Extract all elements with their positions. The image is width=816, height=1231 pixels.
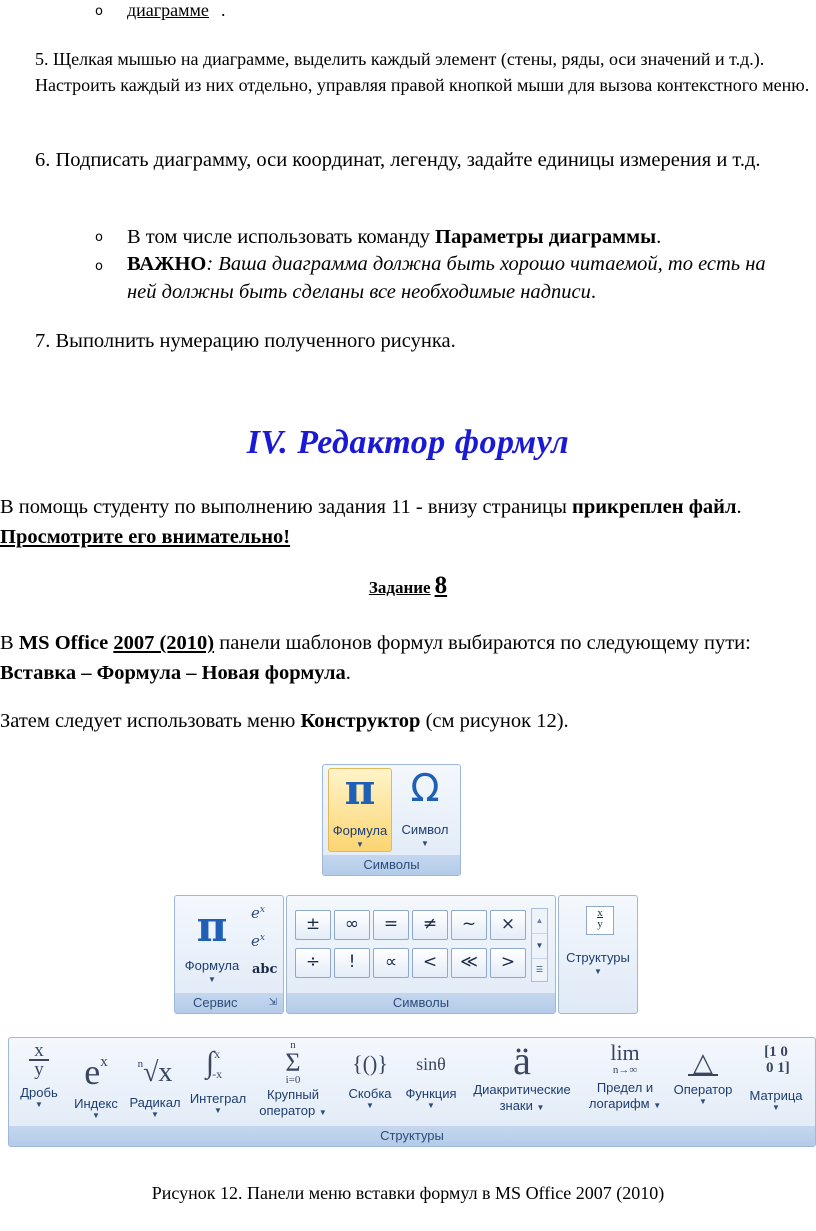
bullet1-text [127,222,807,252]
fraction-button[interactable] [11,1038,67,1109]
chevron-down-icon: ▼ [214,1106,222,1115]
omega-icon: Ω [410,766,440,810]
ribbon-structures-group [8,1037,816,1147]
struct-label: Скобка [348,1086,392,1101]
help-underline: Просмотрите его внимательно! [0,526,291,548]
menu-paragraph [0,706,810,736]
ribbon-mid-structures-group [558,895,638,1014]
figure-caption: Рисунок 12. Панели меню вставки формул в MS Office 2007 (2010) [151,1183,665,1203]
formula-button-label: Формула [332,823,388,838]
chevron-down-icon: ▼ [35,1100,43,1109]
bracket-button[interactable] [341,1038,399,1110]
chevron-down-icon: ▼ [421,839,429,848]
chevron-down-icon: ▼ [772,1103,780,1112]
struct-label-2 [461,1098,583,1116]
path-b1: MS Office [18,632,109,654]
struct-label: Оператор [673,1082,733,1097]
symbol-button[interactable]: ± [295,910,331,940]
symbols-scrollbar[interactable] [531,908,548,982]
step6-paragraph: 6. Подписать диаграмму, оси координат, легенду, задайте единицы измерения и т.д. [35,149,761,171]
chevron-down-icon: ▼ [318,1108,327,1117]
mid-symbols-group-caption: Символы [287,993,555,1013]
symbol-button[interactable] [395,768,455,850]
integral-icon: ∫$^x_{-x}$ [205,1046,223,1081]
symbol-button[interactable]: × [490,910,526,940]
symbol-button[interactable]: > [490,948,526,978]
chevron-down-icon: ▼ [536,1103,545,1112]
ribbon-symbols-group [322,764,461,876]
bullet2-text [127,250,787,306]
chevron-down-icon: ▼ [208,975,216,984]
bullet-marker: o [95,230,103,245]
menu-t1: Затем следует использовать меню [0,710,301,732]
symbol-button[interactable]: ~ [451,910,487,940]
help-sep: . [736,496,742,518]
struct-label: Функция [405,1086,457,1101]
formula-button[interactable] [179,900,245,986]
struct-label: Радикал [129,1095,181,1110]
path-u1: 2007 (2010) [113,632,215,654]
script-icon: $e^x$ [84,1052,108,1092]
symbols-group-caption: Символы [323,855,460,875]
symbol-button[interactable]: = [373,910,409,940]
chevron-down-icon: ▼ [427,1101,435,1110]
struct-label-2 [253,1103,333,1121]
struct-label-2 [583,1096,667,1114]
task-number: 8 [434,572,448,599]
chevron-down-icon: ▼ [356,840,364,849]
bullet2-bold: ВАЖНО [127,253,207,275]
path-t3: панели шаблонов формул выбираются по следующему пути: [214,632,751,654]
operator-icon: △ [667,1044,739,1076]
step7-paragraph: 7. Выполнить нумерацию полученного рисунка. [35,330,456,352]
struct-label-2-text: знаки [499,1098,533,1113]
matrix-icon: [1 0 0 1] [762,1044,790,1076]
bullet2-italic: : Ваша диаграмма должна быть хорошо читаемой, то есть на ней должны быть сделаны все необходимые надписи [127,253,766,303]
structures-row [9,1038,815,1126]
bullet1-suffix: . [656,226,662,248]
chevron-down-icon: ▼ [366,1101,374,1110]
struct-label-2-text: оператор [259,1103,316,1118]
ribbon-mid-symbols-group [286,895,556,1014]
help-bold: прикреплен файл [572,496,737,518]
chevron-down-icon: ▼ [151,1110,159,1119]
symbols-grid [287,896,555,991]
bullet2-suffix: . [590,281,597,303]
top-item-period: . [221,0,226,20]
struct-label: Дробь [20,1085,58,1100]
struct-label: Матрица [749,1088,803,1103]
symbol-button[interactable]: ÷ [295,948,331,978]
help-text: В помощь студенту по выполнению задания 11 - внизу страницы [0,496,573,518]
normal-text-icon[interactable]: abc [252,962,278,977]
chevron-down-icon: ▼ [92,1111,100,1120]
bullet-marker: o [95,259,103,274]
symbol-button[interactable]: ! [334,948,370,978]
more-icon[interactable]: ☰ [532,958,547,981]
bracket-icon: {()} [352,1051,388,1076]
structures-button-label: Структуры [566,950,630,965]
linear-format-icon[interactable]: $e^x$ [251,932,265,950]
structures-group-caption: Структуры [9,1126,815,1146]
service-caption: Сервис [193,995,238,1010]
symbol-button-label: Символ [401,822,449,837]
struct-label: Диакритические [473,1082,571,1097]
large-operator-button[interactable] [253,1038,333,1121]
task-heading [0,572,816,600]
pi-icon: π [196,902,228,951]
accent-button[interactable] [461,1038,583,1116]
help-paragraph [0,492,810,552]
fraction-icon: x y [11,1042,67,1078]
limit-icon: lim n→∞ [610,1040,640,1076]
top-item-text: диаграмме [127,0,209,20]
matrix-button[interactable] [741,1038,811,1112]
bullet-marker: o [95,4,103,19]
symbol-button[interactable]: ≪ [451,948,487,978]
accent-icon: ä [513,1038,531,1083]
service-group-caption [175,993,283,1013]
path-t4: . [345,662,351,684]
chevron-down-icon: ▼ [594,967,602,976]
fraction-icon: x y [586,906,614,935]
chevron-down-icon: ▼ [653,1101,662,1110]
struct-label: Предел и [596,1080,654,1095]
structures-button[interactable] [561,906,635,984]
function-button[interactable] [399,1038,463,1110]
integral-button[interactable] [185,1038,251,1115]
operator-button[interactable] [667,1038,739,1106]
section-title: IV. Редактор формул [246,424,570,461]
chevron-down-icon: ▼ [699,1097,707,1106]
limit-log-button[interactable] [583,1038,667,1114]
radical-icon: $^n$√x [137,1057,173,1088]
task-label: Задание [368,578,431,597]
bullet1-prefix: В том числе использовать команду [127,226,436,248]
struct-label: Интеграл [189,1091,247,1106]
function-icon: sinθ [416,1054,446,1074]
menu-t2: (см рисунок 12). [420,710,569,732]
path-paragraph [0,628,810,688]
struct-label: Крупный [267,1087,319,1102]
symbol-button[interactable]: < [412,948,448,978]
scroll-down-icon[interactable]: ▼ [532,933,547,958]
ribbon-service-group [174,895,284,1014]
symbol-button[interactable]: ≠ [412,910,448,940]
menu-b1: Конструктор [300,710,421,732]
sum-icon: n Σ i=0 [285,1039,301,1086]
bullet1-bold: Параметры диаграммы [435,226,657,248]
struct-label: Индекс [74,1096,118,1111]
script-button[interactable] [67,1038,125,1120]
symbol-button[interactable]: ∝ [373,948,409,978]
professional-format-icon[interactable]: $e^x$ [251,904,265,922]
formula-button-label: Формула [184,958,240,973]
radical-button[interactable] [125,1038,185,1119]
pi-icon: π [344,765,376,814]
struct-label-2-text: логарифм [588,1096,650,1111]
step5-paragraph: 5. Щелкая мышью на диаграмме, выделить каждый элемент (стены, ряды, оси значений и т.д.). Настроить каждый из них отдельно, управляя правой кнопкой мыши для вызова контекстного меню. [35,49,810,95]
formula-button[interactable] [328,765,392,852]
scroll-up-icon[interactable]: ▲ [535,916,544,925]
symbol-button[interactable]: ∞ [334,910,370,940]
path-t1: В [0,632,19,654]
dialog-launcher-icon[interactable]: ⇲ [268,997,277,1008]
path-b2: Вставка – Формула – Новая формула [0,662,346,684]
